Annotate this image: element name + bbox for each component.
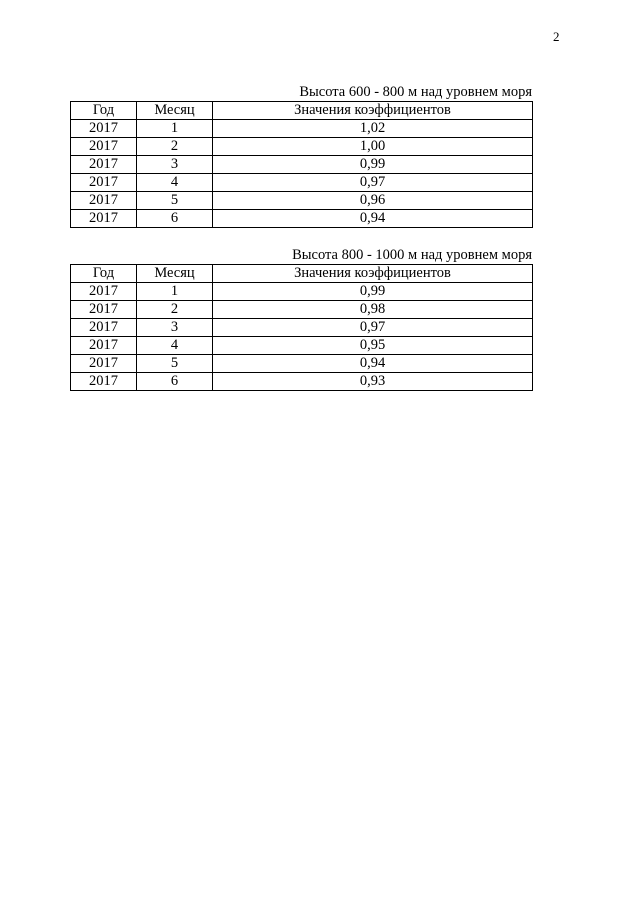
table-row (71, 355, 533, 373)
table-row (71, 174, 533, 192)
cell-year: 2017 (71, 192, 137, 210)
table-row (71, 210, 533, 228)
cell-month: 4 (137, 337, 213, 355)
table-row (71, 138, 533, 156)
cell-month: 4 (137, 174, 213, 192)
table-row (71, 120, 533, 138)
table-header-row (71, 265, 533, 283)
cell-year: 2017 (71, 120, 137, 138)
cell-month: 2 (137, 301, 213, 319)
cell-coefficient: 0,99 (213, 156, 533, 174)
cell-month: 6 (137, 210, 213, 228)
cell-coefficient: 0,97 (213, 319, 533, 337)
cell-coefficient: 1,02 (213, 120, 533, 138)
cell-year: 2017 (71, 283, 137, 301)
table-row (71, 283, 533, 301)
cell-coefficient: 0,97 (213, 174, 533, 192)
cell-coefficient: 0,94 (213, 355, 533, 373)
cell-month: 3 (137, 156, 213, 174)
cell-month: 5 (137, 355, 213, 373)
cell-coefficient: 1,00 (213, 138, 533, 156)
cell-year: 2017 (71, 373, 137, 391)
cell-coefficient: 0,99 (213, 283, 533, 301)
cell-month: 1 (137, 283, 213, 301)
header-year: Год (71, 102, 137, 120)
header-coefficient: Значения коэффициентов (213, 102, 533, 120)
cell-year: 2017 (71, 138, 137, 156)
table-row (71, 301, 533, 319)
header-coefficient: Значения коэффициентов (213, 265, 533, 283)
table-caption: Высота 800 - 1000 м над уровнем моря (292, 247, 532, 263)
cell-month: 1 (137, 120, 213, 138)
cell-month: 3 (137, 319, 213, 337)
table-row (71, 373, 533, 391)
cell-coefficient: 0,94 (213, 210, 533, 228)
header-year: Год (71, 265, 137, 283)
cell-year: 2017 (71, 156, 137, 174)
table-caption: Высота 600 - 800 м над уровнем моря (299, 84, 532, 100)
cell-month: 6 (137, 373, 213, 391)
cell-year: 2017 (71, 210, 137, 228)
table-row (71, 319, 533, 337)
table-header-row (71, 102, 533, 120)
cell-coefficient: 0,98 (213, 301, 533, 319)
page-number: 2 (553, 29, 560, 44)
cell-year: 2017 (71, 301, 137, 319)
table-row (71, 156, 533, 174)
table-section-600-800 (70, 83, 532, 228)
table-row (71, 337, 533, 355)
cell-coefficient: 0,96 (213, 192, 533, 210)
cell-year: 2017 (71, 174, 137, 192)
header-month: Месяц (137, 265, 213, 283)
cell-coefficient: 0,93 (213, 373, 533, 391)
table-section-800-1000 (70, 246, 532, 391)
coefficients-table (70, 101, 533, 228)
table-row (71, 192, 533, 210)
coefficients-table (70, 264, 533, 391)
cell-year: 2017 (71, 337, 137, 355)
cell-year: 2017 (71, 319, 137, 337)
cell-year: 2017 (71, 355, 137, 373)
header-month: Месяц (137, 102, 213, 120)
cell-month: 2 (137, 138, 213, 156)
cell-month: 5 (137, 192, 213, 210)
cell-coefficient: 0,95 (213, 337, 533, 355)
